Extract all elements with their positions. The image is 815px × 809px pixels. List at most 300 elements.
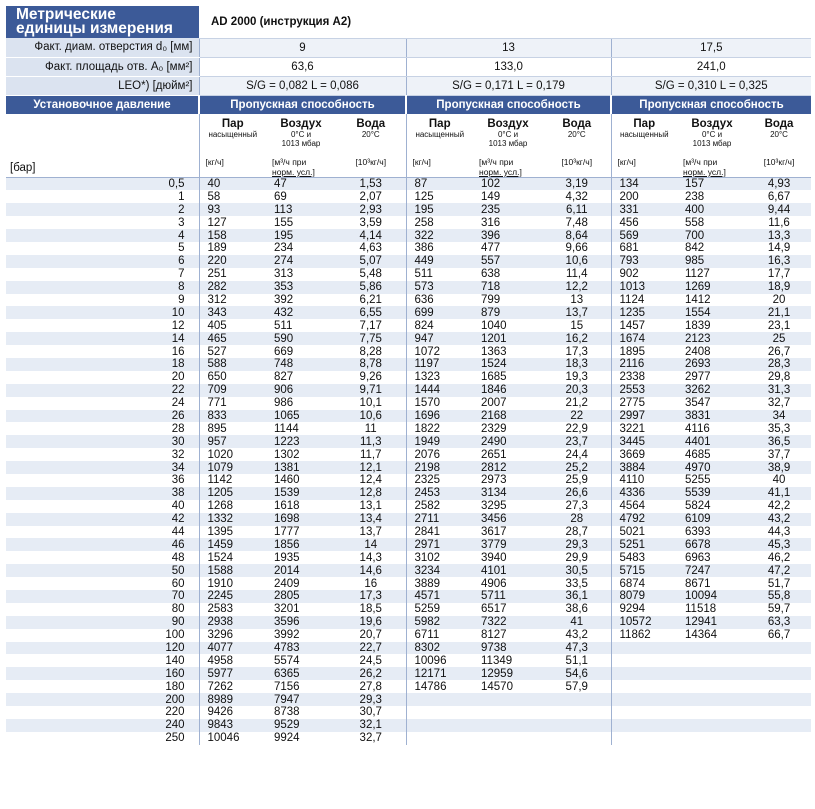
title-row <box>6 6 811 38</box>
air-cell: 2007 <box>481 397 507 410</box>
water-cell: 47,2 <box>747 564 811 577</box>
steam-cell: 125 <box>406 190 473 203</box>
steam-cell: 4564 <box>611 500 677 513</box>
table-row <box>6 422 811 435</box>
steam-cell: 220 <box>199 255 266 268</box>
pressure-cell: 22 <box>6 384 199 397</box>
water-cell: 31,3 <box>747 384 811 397</box>
air-cell: 511 <box>274 319 293 332</box>
steam-cell: 8302 <box>406 642 473 655</box>
pressure-cell: 7 <box>6 268 199 281</box>
pressure-cell: 6 <box>6 255 199 268</box>
air-unit-1: [м³/ч при <box>683 157 718 167</box>
steam-cell: 8079 <box>611 590 677 603</box>
air-cell: 2805 <box>266 590 336 603</box>
table-title <box>6 6 199 38</box>
steam-cell: 2453 <box>406 487 473 500</box>
water-cell: 51,1 <box>565 654 588 667</box>
steam-cell: 3296 <box>199 629 266 642</box>
air-cell: 313 <box>274 268 294 281</box>
steam-cell: 4571 <box>406 590 473 603</box>
capacity-table <box>6 6 811 745</box>
air-cell: 3295 <box>481 500 507 513</box>
air-cell: 3992 <box>274 629 300 642</box>
steam-cell: 465 <box>199 332 266 345</box>
table-row <box>6 732 811 745</box>
steam-cell: 195 <box>406 203 473 216</box>
air-cell: 3262 <box>677 384 747 397</box>
water-cell: 66,7 <box>767 629 791 642</box>
steam-cell: 5259 <box>406 603 473 616</box>
table-row <box>6 410 811 423</box>
steam-cell: 5483 <box>611 551 677 564</box>
water-cell <box>543 719 611 732</box>
water-cell <box>747 654 811 667</box>
air-cell: 1460 <box>274 474 300 487</box>
steam-cell: 5021 <box>611 526 677 539</box>
steam-cell: 40 <box>199 178 266 191</box>
air-cell: 4685 <box>685 448 711 461</box>
pressure-cell: 160 <box>6 667 199 680</box>
steam-cell: 312 <box>199 294 266 307</box>
water-cell: 26,6 <box>543 487 611 500</box>
air-unit-1: [м³/ч при <box>479 157 514 167</box>
steam-cell: 6874 <box>611 577 677 590</box>
water-cell: 22 <box>543 410 611 423</box>
water-cell: 51,7 <box>767 577 791 590</box>
water-unit: [10³кг/ч] <box>763 157 795 167</box>
pressure-cell: 5 <box>6 242 199 255</box>
water-cell: 23,7 <box>543 435 611 448</box>
standard-label: AD 2000 (инструкция A2) <box>199 6 811 38</box>
water-cell: 29,9 <box>565 551 588 564</box>
air-cell: 392 <box>274 293 294 306</box>
steam-cell: 58 <box>199 190 266 203</box>
table-row <box>6 448 811 461</box>
title-line-1: Метрические <box>16 6 116 23</box>
prop-label: Факт. площадь отв. A₀ [мм²] <box>6 57 199 76</box>
table-row <box>6 474 811 487</box>
table-row <box>6 281 811 294</box>
steam-cell: 386 <box>406 242 473 255</box>
table-row <box>6 590 811 603</box>
air-unit-2: норм. усл.] <box>272 167 315 177</box>
water-cell: 2,93 <box>336 203 406 216</box>
prop-value: S/G = 0,310 L = 0,325 <box>611 76 811 95</box>
steam-cell <box>406 706 473 719</box>
air-cell: 1040 <box>481 319 507 332</box>
steam-cell: 2711 <box>406 513 473 526</box>
water-cell: 27,3 <box>565 500 588 513</box>
steam-cell: 824 <box>406 319 473 332</box>
water-cell: 16,2 <box>543 332 611 345</box>
air-unit-2: норм. усл.] <box>479 167 522 177</box>
pressure-cell: 70 <box>6 590 199 603</box>
air-cell: 1856 <box>266 538 336 551</box>
water-sub: 20°С <box>567 130 586 139</box>
table-row <box>6 190 811 203</box>
air-sub-2: 1013 мбар <box>692 139 732 148</box>
prop-value: 133,0 <box>406 57 611 76</box>
pressure-cell: 26 <box>6 410 199 423</box>
steam-cell <box>611 642 677 655</box>
water-cell: 21,2 <box>565 397 588 410</box>
table-row <box>6 551 811 564</box>
table-row <box>6 616 811 629</box>
air-cell: 2329 <box>481 422 507 435</box>
water-cell: 11,3 <box>336 435 406 448</box>
water-unit: [10³кг/ч] <box>561 157 593 167</box>
table-row <box>6 255 811 268</box>
water-cell: 24,5 <box>359 654 382 667</box>
water-cell: 9,66 <box>565 242 588 255</box>
water-cell: 14,9 <box>767 242 791 255</box>
steam-cell: 1588 <box>199 564 266 577</box>
steam-cell: 8989 <box>199 693 266 706</box>
air-cell: 69 <box>274 190 287 203</box>
water-cell: 43,2 <box>747 513 811 526</box>
steam-cell: 1124 <box>611 294 677 307</box>
air-column-header <box>677 114 747 178</box>
air-cell: 1223 <box>266 435 336 448</box>
table-row <box>6 577 811 590</box>
water-cell: 21,1 <box>747 306 811 319</box>
water-cell: 32,7 <box>767 397 791 410</box>
pressure-cell: 28 <box>6 422 199 435</box>
air-cell: 1065 <box>266 410 336 423</box>
steam-cell: 282 <box>199 281 266 294</box>
water-cell: 40 <box>772 474 786 487</box>
steam-cell: 636 <box>406 294 473 307</box>
table-row <box>6 500 811 513</box>
steam-cell <box>611 654 677 667</box>
water-column-header <box>336 114 406 178</box>
air-cell: 2490 <box>473 435 543 448</box>
air-cell: 149 <box>481 190 501 203</box>
water-cell <box>747 732 811 745</box>
air-cell: 3940 <box>481 551 507 564</box>
air-unit-2: норм. усл.] <box>683 167 726 177</box>
steam-column-header <box>199 114 266 178</box>
water-cell <box>747 680 811 693</box>
steam-cell <box>611 732 677 745</box>
water-cell: 12,2 <box>543 281 611 294</box>
pressure-cell: 40 <box>6 500 199 513</box>
section-header-row <box>6 95 811 114</box>
air-cell: 557 <box>473 255 543 268</box>
steam-cell: 902 <box>611 268 677 281</box>
prop-value: 63,6 <box>199 57 406 76</box>
air-cell: 1363 <box>481 345 507 358</box>
steam-cell: 1197 <box>406 358 473 371</box>
steam-cell: 11862 <box>611 629 677 642</box>
water-cell: 34 <box>747 410 811 423</box>
table-row <box>6 461 811 474</box>
air-cell: 4116 <box>685 422 710 435</box>
air-cell: 7156 <box>274 680 300 693</box>
air-cell: 157 <box>677 178 747 191</box>
water-cell <box>543 693 611 706</box>
steam-cell <box>406 732 473 745</box>
pressure-cell: 250 <box>6 732 199 745</box>
prop-value: 241,0 <box>611 57 811 76</box>
steam-unit: [кг/ч] <box>205 157 224 167</box>
steam-cell: 2583 <box>199 603 266 616</box>
water-cell: 20,7 <box>359 629 382 642</box>
water-cell: 45,3 <box>747 538 811 551</box>
air-cell: 238 <box>685 190 705 203</box>
air-sub-2: 1013 мбар <box>281 139 321 148</box>
air-cell: 1846 <box>473 384 543 397</box>
air-cell: 1201 <box>473 332 543 345</box>
steam-cell: 5715 <box>611 564 677 577</box>
steam-cell: 2553 <box>611 384 677 397</box>
air-cell: 6963 <box>685 551 711 564</box>
water-cell <box>747 693 811 706</box>
air-column-header <box>473 114 543 178</box>
table-row <box>6 564 811 577</box>
steam-unit: [кг/ч] <box>412 157 431 167</box>
air-cell <box>677 719 747 732</box>
air-cell: 1554 <box>677 306 747 319</box>
air-cell: 842 <box>685 242 705 255</box>
pressure-cell: 4 <box>6 229 199 242</box>
steam-cell: 573 <box>406 281 473 294</box>
water-cell: 18,5 <box>359 603 382 616</box>
steam-cell <box>406 693 473 706</box>
pressure-cell: 36 <box>6 474 199 487</box>
air-cell: 9738 <box>473 642 543 655</box>
water-cell: 10,1 <box>359 397 382 410</box>
air-column-header <box>266 114 336 178</box>
air-cell: 986 <box>274 397 294 410</box>
steam-cell: 1570 <box>406 397 473 410</box>
water-cell: 12,1 <box>336 461 406 474</box>
table-row <box>6 268 811 281</box>
steam-cell: 1079 <box>199 461 266 474</box>
capacity-header: Пропускная способность <box>611 95 811 114</box>
air-cell: 47 <box>266 178 336 191</box>
water-cell: 7,48 <box>565 216 588 229</box>
water-cell: 6,67 <box>767 190 791 203</box>
air-cell: 799 <box>481 293 501 306</box>
air-cell: 590 <box>266 332 336 345</box>
pressure-cell: 34 <box>6 461 199 474</box>
steam-cell: 3884 <box>611 461 677 474</box>
water-cell: 20 <box>772 293 786 306</box>
water-cell: 22,7 <box>336 642 406 655</box>
air-cell: 4401 <box>677 435 747 448</box>
table-row <box>6 513 811 526</box>
steam-cell: 4077 <box>199 642 266 655</box>
prop-label: LEO*) [дюйм²] <box>6 76 199 95</box>
air-cell: 2693 <box>677 358 747 371</box>
table-row <box>6 667 811 680</box>
steam-unit: [кг/ч] <box>617 157 636 167</box>
table-row <box>6 397 811 410</box>
air-cell: 12941 <box>677 616 747 629</box>
air-title: Воздух <box>487 118 529 130</box>
air-cell <box>677 732 747 745</box>
table-row <box>6 706 811 719</box>
pressure-cell: 38 <box>6 487 199 500</box>
air-cell <box>473 706 543 719</box>
table-row <box>6 538 811 551</box>
water-cell <box>543 732 611 745</box>
water-cell: 5,48 <box>359 268 382 281</box>
steam-cell: 331 <box>611 203 677 216</box>
water-cell: 17,3 <box>565 345 588 358</box>
water-sub: 20°С <box>770 130 788 139</box>
water-cell: 25,9 <box>565 474 588 487</box>
steam-cell: 3445 <box>611 435 677 448</box>
steam-cell: 947 <box>406 332 473 345</box>
air-cell: 1685 <box>481 371 507 384</box>
water-cell: 11,6 <box>768 216 790 229</box>
air-cell <box>677 654 747 667</box>
water-cell: 13,3 <box>747 229 811 242</box>
water-cell: 19,3 <box>565 371 588 384</box>
table-row <box>6 629 811 642</box>
pressure-cell: 24 <box>6 397 199 410</box>
pressure-cell: 50 <box>6 564 199 577</box>
water-cell: 22,9 <box>565 422 588 435</box>
air-cell: 2408 <box>685 345 711 358</box>
prop-value: 9 <box>199 38 406 57</box>
water-cell: 41,1 <box>747 487 811 500</box>
pressure-cell: 48 <box>6 551 199 564</box>
water-cell: 6,21 <box>359 293 382 306</box>
prop-row-leo <box>6 76 811 95</box>
steam-cell: 3234 <box>406 564 473 577</box>
water-cell: 12,4 <box>359 474 382 487</box>
steam-cell: 134 <box>611 178 677 191</box>
air-cell: 400 <box>677 203 747 216</box>
water-cell: 8,78 <box>336 358 406 371</box>
air-cell: 5824 <box>685 500 711 513</box>
pressure-cell: 3 <box>6 216 199 229</box>
water-cell: 9,44 <box>747 203 811 216</box>
water-cell: 32,7 <box>359 732 382 745</box>
steam-cell: 1910 <box>199 577 266 590</box>
pressure-cell: 180 <box>6 680 199 693</box>
pressure-cell: 60 <box>6 577 199 590</box>
steam-cell: 527 <box>199 345 266 358</box>
water-cell <box>747 719 811 732</box>
air-cell: 748 <box>266 358 336 371</box>
air-cell: 8671 <box>685 577 711 590</box>
air-cell: 4783 <box>266 642 336 655</box>
water-cell: 14 <box>336 538 406 551</box>
air-cell: 827 <box>274 371 294 384</box>
water-cell: 28 <box>543 513 611 526</box>
air-cell: 396 <box>473 229 543 242</box>
water-cell: 44,3 <box>767 525 791 538</box>
steam-cell: 10572 <box>611 616 677 629</box>
air-cell: 985 <box>677 255 747 268</box>
flow-capacity-table <box>6 6 811 745</box>
pressure-cell: 30 <box>6 435 199 448</box>
water-cell: 9,71 <box>336 384 406 397</box>
pressure-cell: 46 <box>6 538 199 551</box>
water-cell: 37,7 <box>767 448 791 461</box>
steam-column-header <box>611 114 677 178</box>
water-cell <box>747 706 811 719</box>
water-cell: 36,1 <box>543 590 611 603</box>
water-cell: 38,9 <box>747 461 811 474</box>
steam-cell: 650 <box>199 371 266 384</box>
air-cell: 2977 <box>685 371 711 384</box>
water-cell: 14,6 <box>336 564 406 577</box>
air-cell: 353 <box>266 281 336 294</box>
air-cell: 1777 <box>274 525 300 538</box>
steam-cell: 1323 <box>406 371 473 384</box>
steam-cell: 4792 <box>611 513 677 526</box>
table-row <box>6 306 811 319</box>
steam-cell: 1822 <box>406 422 473 435</box>
steam-cell <box>611 706 677 719</box>
steam-cell: 9426 <box>199 706 266 719</box>
water-cell: 18,9 <box>747 281 811 294</box>
air-cell: 638 <box>481 268 501 281</box>
steam-cell: 127 <box>199 216 266 229</box>
steam-cell: 251 <box>199 268 266 281</box>
air-cell: 1381 <box>266 461 336 474</box>
air-cell: 6393 <box>685 525 711 538</box>
pressure-cell: 100 <box>6 629 199 642</box>
pressure-cell: 8 <box>6 281 199 294</box>
table-row <box>6 229 811 242</box>
steam-cell: 1142 <box>199 474 266 487</box>
water-cell: 13,1 <box>359 500 382 513</box>
steam-cell: 2997 <box>611 410 677 423</box>
steam-cell: 158 <box>199 229 266 242</box>
air-cell: 432 <box>266 306 336 319</box>
steam-cell: 5982 <box>406 616 473 629</box>
air-title: Воздух <box>280 118 322 130</box>
water-cell: 11 <box>364 422 377 435</box>
table-row <box>6 680 811 693</box>
water-cell: 59,7 <box>767 603 791 616</box>
air-cell: 155 <box>274 216 294 229</box>
water-cell: 13,7 <box>543 306 611 319</box>
water-cell: 3,19 <box>543 178 611 191</box>
steam-cell: 588 <box>199 358 266 371</box>
air-sub-1: 0°С и <box>290 130 312 139</box>
steam-cell: 2116 <box>611 358 677 371</box>
air-cell: 2973 <box>481 474 507 487</box>
water-cell: 13,4 <box>336 513 406 526</box>
steam-cell <box>611 680 677 693</box>
table-row <box>6 345 811 358</box>
steam-cell: 6711 <box>406 629 473 642</box>
steam-cell: 699 <box>406 306 473 319</box>
pressure-cell: 120 <box>6 642 199 655</box>
water-cell: 26,2 <box>336 667 406 680</box>
air-cell: 4906 <box>481 577 507 590</box>
water-cell: 16 <box>364 577 378 590</box>
pressure-cell: 14 <box>6 332 199 345</box>
pressure-cell: 44 <box>6 526 199 539</box>
prop-row-area <box>6 57 811 76</box>
steam-cell: 5977 <box>199 667 266 680</box>
air-cell: 2014 <box>266 564 336 577</box>
steam-cell: 569 <box>611 229 677 242</box>
air-cell: 669 <box>274 345 294 358</box>
air-sub-1: 0°С и <box>497 130 519 139</box>
air-cell: 6678 <box>677 538 747 551</box>
steam-cell: 1072 <box>406 345 473 358</box>
